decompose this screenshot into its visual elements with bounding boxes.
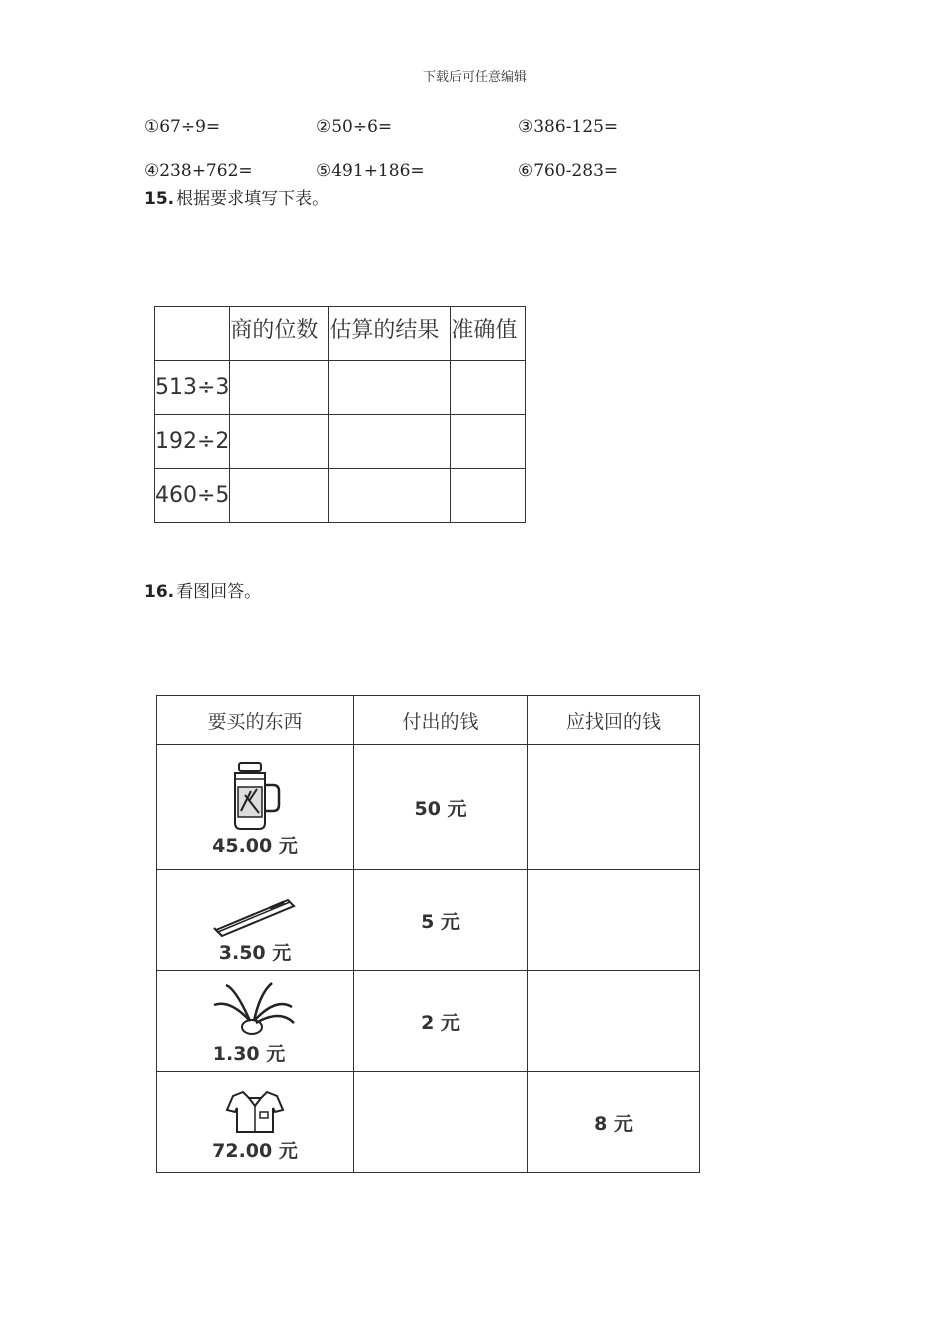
paid-cell (354, 745, 528, 870)
plant-icon (210, 979, 300, 1035)
change-amount: 8 元 (594, 1112, 633, 1135)
header-cell: 准确值 (451, 307, 526, 361)
header-cell: 付出的钱 (354, 696, 528, 745)
answer-cell[interactable] (451, 469, 526, 523)
page-header: 下载后可任意编辑 (422, 70, 527, 85)
table-row (155, 469, 526, 523)
table-header-row (155, 307, 526, 361)
item-price: 72.00 元 (212, 1140, 298, 1162)
answer-cell[interactable] (451, 415, 526, 469)
item (157, 971, 353, 1071)
table-row (157, 745, 700, 870)
row-label: 513÷3 (155, 361, 230, 415)
division-table (154, 306, 526, 523)
paid-cell (354, 971, 528, 1072)
item-cell (157, 870, 354, 971)
table-header-row (157, 696, 700, 745)
expression-5: ⑤491+186= (316, 161, 425, 181)
paid-amount: 2 元 (421, 1011, 460, 1034)
table-row (157, 971, 700, 1072)
item-price: 45.00 元 (212, 835, 298, 857)
header-cell (155, 307, 230, 361)
paid-cell (354, 870, 528, 971)
change-cell[interactable] (528, 745, 700, 870)
change-cell (528, 1072, 700, 1173)
expression-6: ⑥760-283= (518, 161, 619, 181)
item (157, 745, 353, 869)
question-number: 16. (144, 582, 175, 602)
answer-cell[interactable] (329, 469, 451, 523)
answer-cell[interactable] (451, 361, 526, 415)
paid-cell[interactable] (354, 1072, 528, 1173)
item (157, 870, 353, 970)
question-text: 看图回答。 (176, 582, 262, 602)
header-cell: 要买的东西 (157, 696, 354, 745)
header-cell: 应找回的钱 (528, 696, 700, 745)
table-row (157, 1072, 700, 1173)
item-cell (157, 1072, 354, 1173)
change-cell[interactable] (528, 971, 700, 1072)
item-price: 3.50 元 (218, 942, 292, 964)
table-row (157, 870, 700, 971)
row-label: 460÷5 (155, 469, 230, 523)
header-cell: 估算的结果 (329, 307, 451, 361)
change-cell[interactable] (528, 870, 700, 971)
item-cell (157, 971, 354, 1072)
paid-amount: 50 元 (414, 797, 467, 820)
table-row (155, 361, 526, 415)
question-number: 15. (144, 189, 175, 209)
shopping-table (156, 695, 700, 1173)
answer-cell[interactable] (230, 469, 329, 523)
question-text: 根据要求填写下表。 (176, 189, 330, 209)
answer-cell[interactable] (329, 361, 451, 415)
table-row (155, 415, 526, 469)
header-cell: 商的位数 (230, 307, 329, 361)
answer-cell[interactable] (230, 415, 329, 469)
item-price: 1.30 元 (212, 1043, 286, 1065)
item-cell (157, 745, 354, 870)
expression-1: ①67÷9= (144, 117, 221, 137)
expression-2: ②50÷6= (316, 117, 393, 137)
pen-icon (210, 894, 300, 938)
question-16-title (144, 577, 261, 602)
thermos-icon (225, 761, 285, 831)
question-15-title (144, 184, 329, 209)
expression-4: ④238+762= (144, 161, 253, 181)
row-label: 192÷2 (155, 415, 230, 469)
answer-cell[interactable] (329, 415, 451, 469)
item (157, 1072, 353, 1172)
shirt-icon (225, 1088, 285, 1134)
answer-cell[interactable] (230, 361, 329, 415)
paid-amount: 5 元 (421, 910, 460, 933)
expression-3: ③386-125= (518, 117, 619, 137)
